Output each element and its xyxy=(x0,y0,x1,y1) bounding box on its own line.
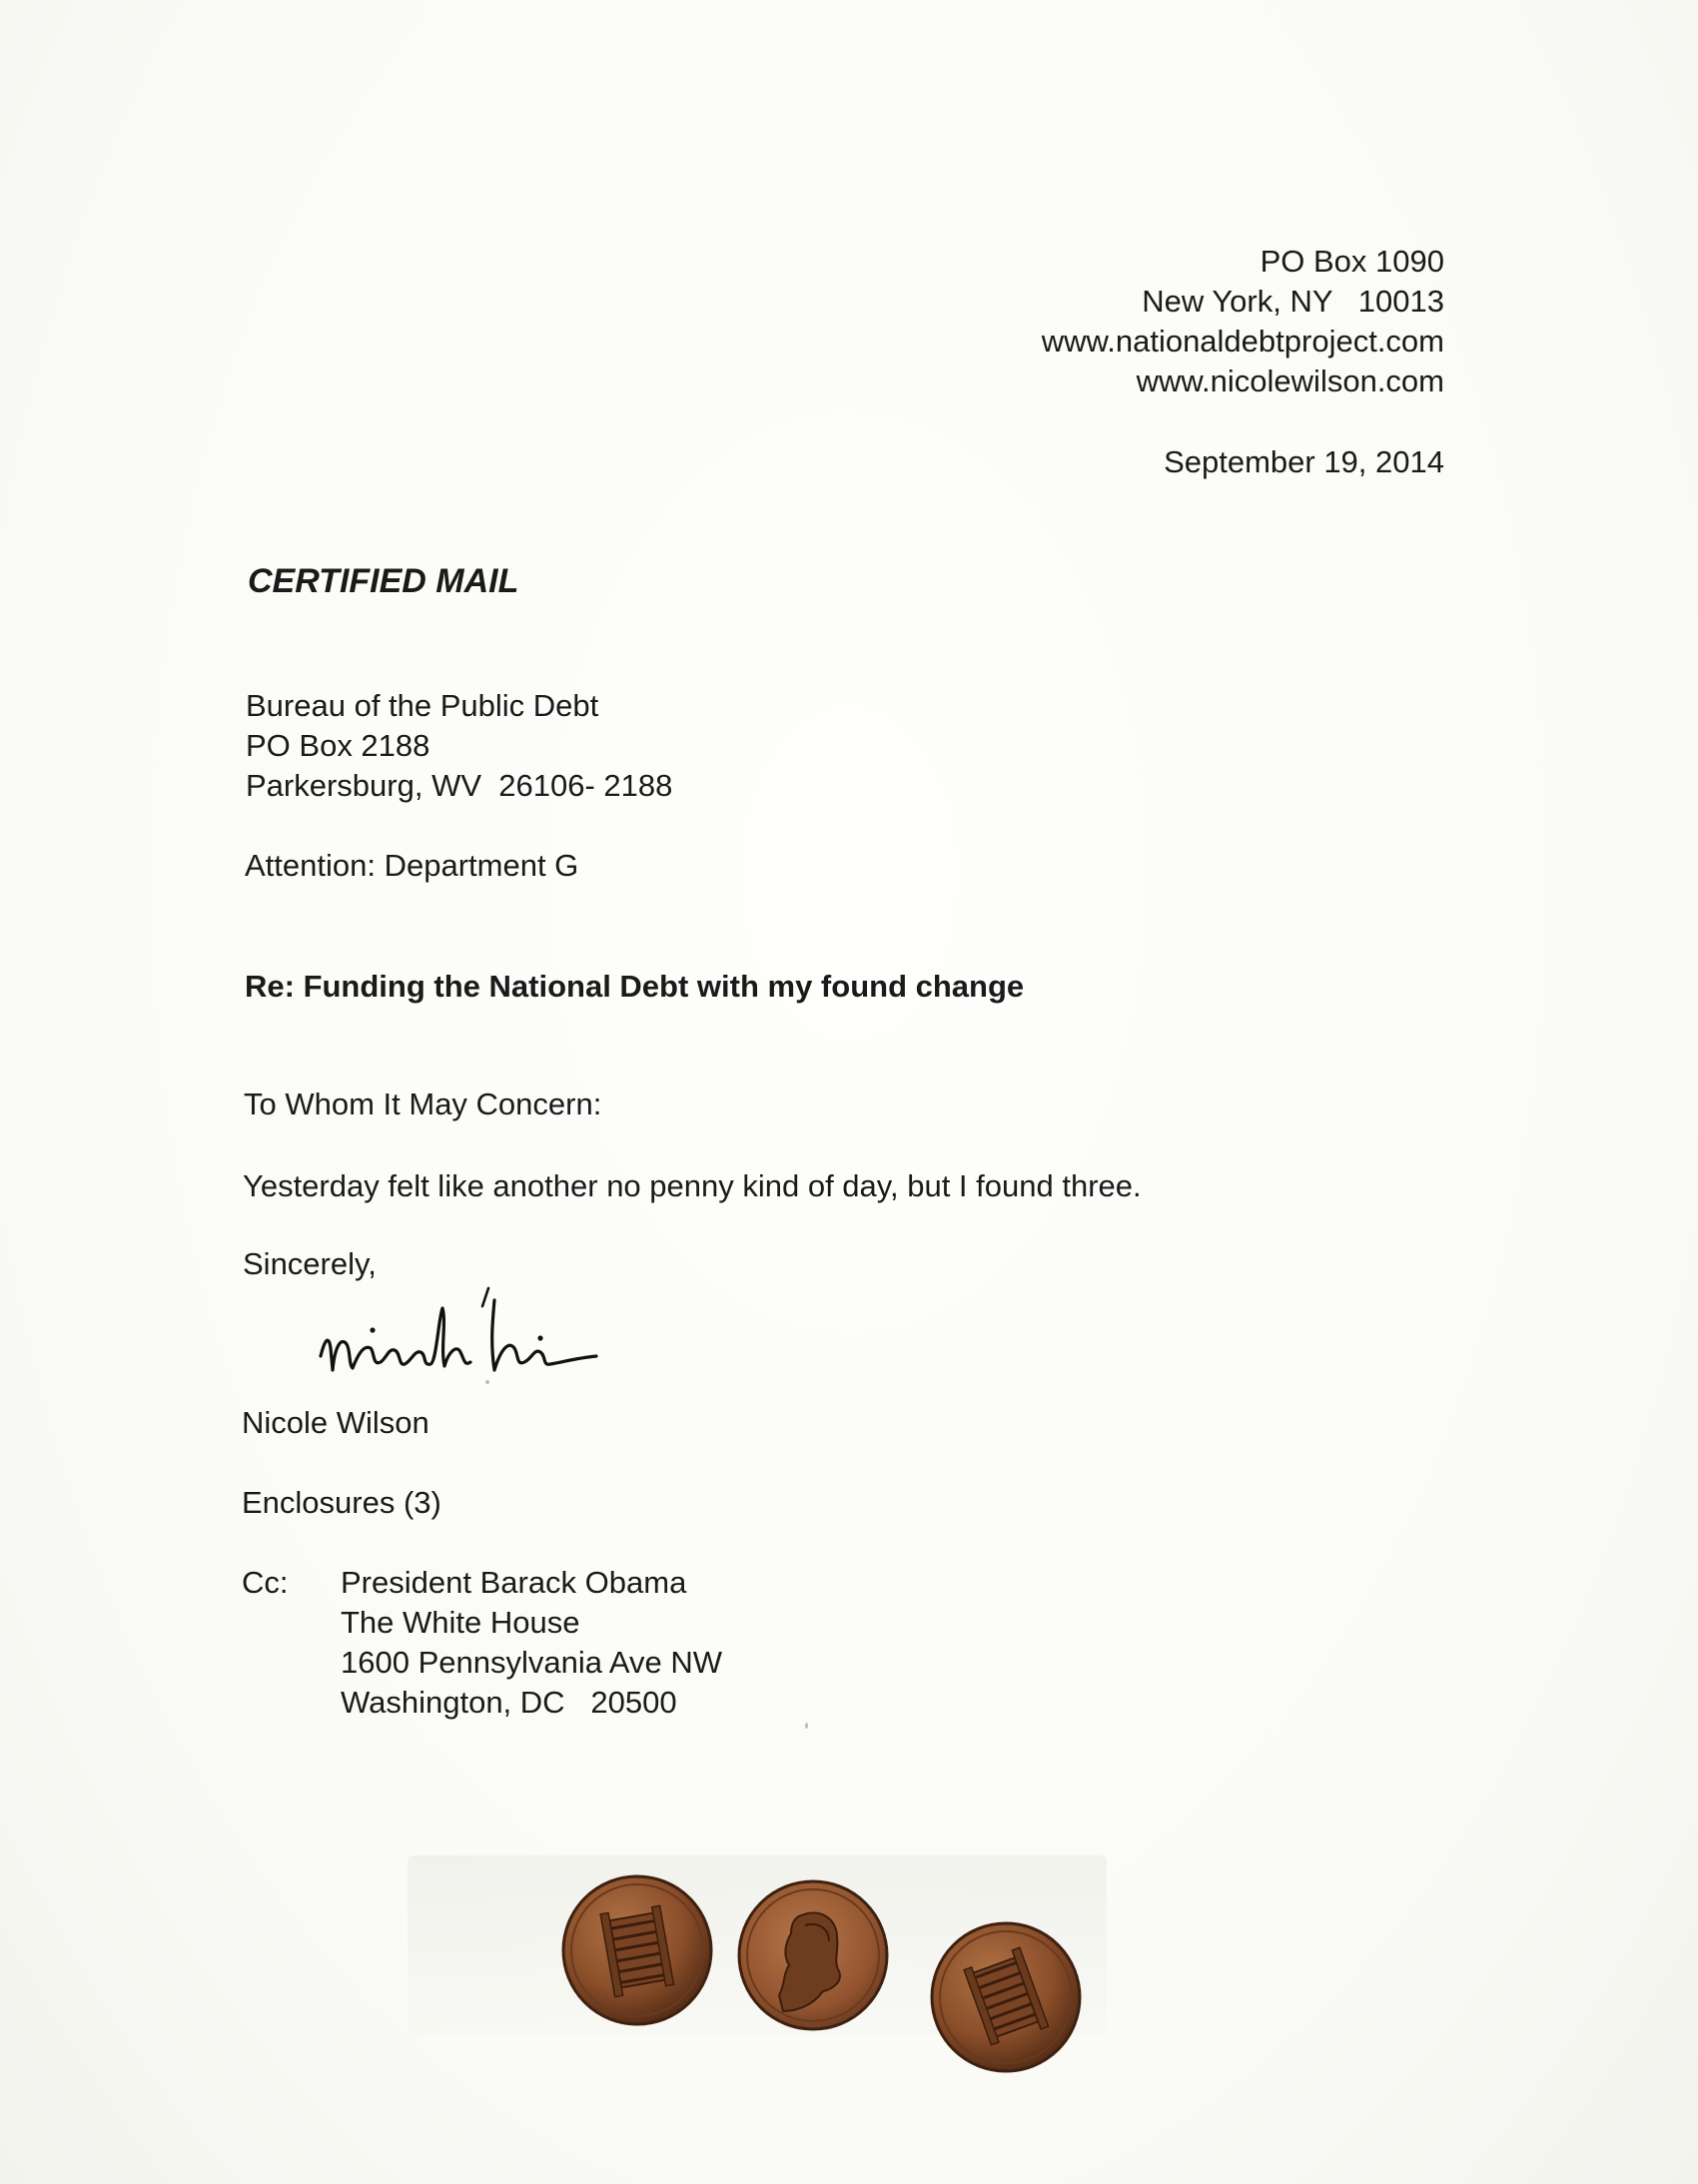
recipient-name: Bureau of the Public Debt xyxy=(246,688,599,723)
delivery-method: CERTIFIED MAIL xyxy=(248,562,519,600)
penny-obverse-center xyxy=(739,1881,887,2029)
cc-line-3: 1600 Pennsylvania Ave NW xyxy=(341,1645,722,1680)
sender-po-box: PO Box 1090 xyxy=(1260,244,1444,279)
recipient-city-state-zip: Parkersburg, WV 26106- 2188 xyxy=(246,768,673,803)
paper-speck xyxy=(485,1380,489,1384)
signer-name: Nicole Wilson xyxy=(242,1405,429,1440)
letter-date: September 19, 2014 xyxy=(1164,444,1444,479)
cc-line-2: The White House xyxy=(341,1605,580,1640)
attention-line: Attention: Department G xyxy=(245,848,579,883)
sender-website-2: www.nicolewilson.com xyxy=(1136,364,1444,398)
salutation: To Whom It May Concern: xyxy=(244,1087,602,1121)
cc-label: Cc: xyxy=(242,1565,289,1600)
cc-line-4: Washington, DC 20500 xyxy=(341,1685,677,1720)
subject-line: Re: Funding the National Debt with my found change xyxy=(245,969,1025,1004)
penny-reverse-left xyxy=(563,1876,711,2024)
sender-website-1: www.nationaldebtproject.com xyxy=(1041,324,1444,359)
enclosures-line: Enclosures (3) xyxy=(242,1485,441,1520)
cc-line-1: President Barack Obama xyxy=(341,1565,687,1600)
closing: Sincerely, xyxy=(243,1246,377,1281)
penny-reverse-right xyxy=(932,1923,1080,2071)
letter-body: Yesterday felt like another no penny kind of day, but I found three. xyxy=(243,1168,1142,1203)
recipient-po-box: PO Box 2188 xyxy=(246,728,430,763)
sender-city-state-zip: New York, NY 10013 xyxy=(1142,284,1444,319)
paper-speck xyxy=(805,1723,808,1729)
